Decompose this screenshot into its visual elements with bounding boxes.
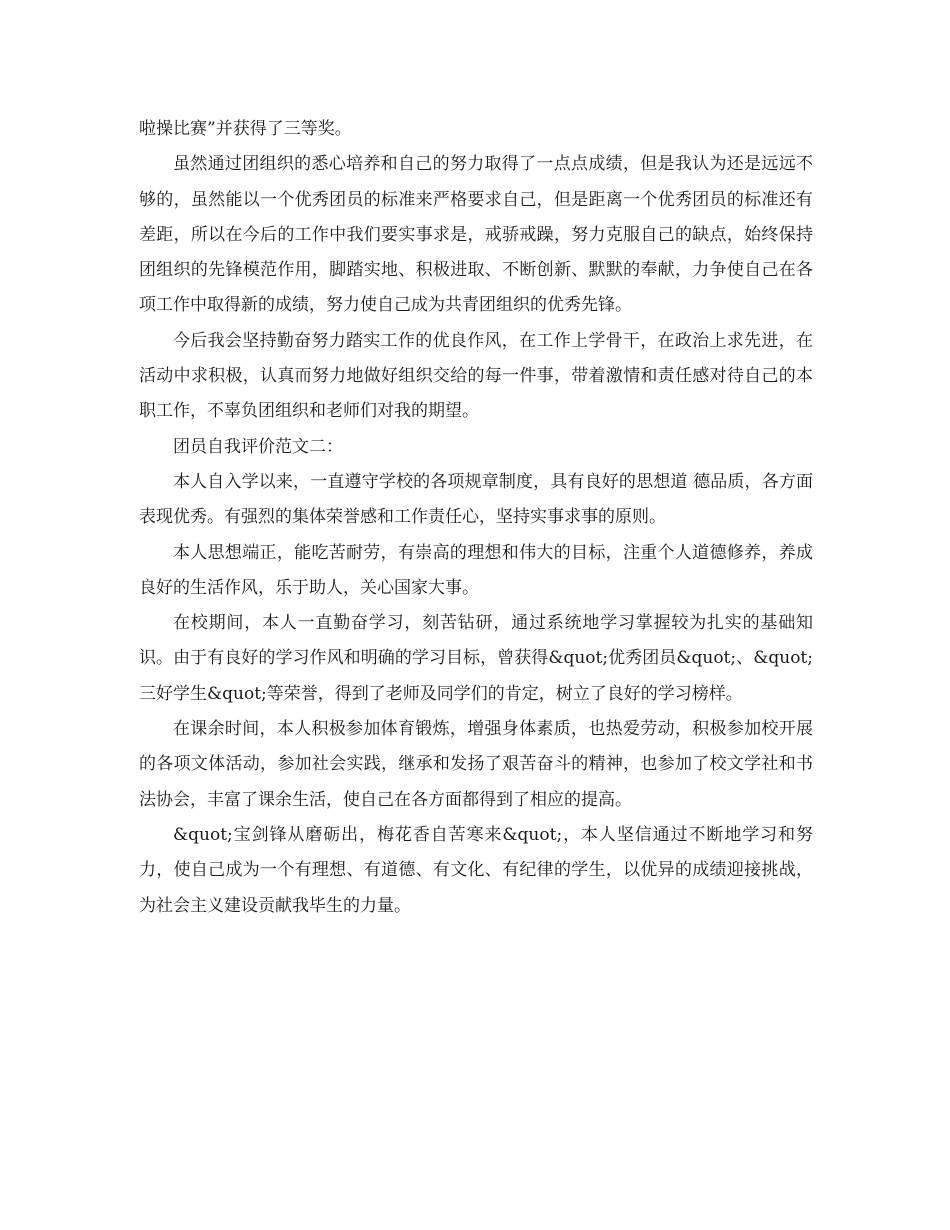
paragraph: 虽然通过团组织的悉心培养和自己的努力取得了一点点成绩，但是我认为还是远远不够的，虽然能以一个优秀团员的标准来严格要求自己，但是距离一个优秀团员的标准还有差距，所以在今后的工作中我们要实事求是，戒骄戒躁，努力克服自己的缺点，始终保持团组织的先锋模范作用，脚踏实地、积极进取、不断创新、默默的奉献，力争使自己在各项工作中取得新的成绩，努力使自己成为共青团组织的优秀先锋。 xyxy=(139,154,813,316)
paragraph: 在校期间，本人一直勤奋学习，刻苦钻研，通过系统地学习掌握较为扎实的基础知识。由于有良好的学习作风和明确的学习目标，曾获得&quot;优秀团员&quot;、&quot;三好学生&quot;等荣誉，得到了老师及同学们的肯定，树立了良好的学习榜样。 xyxy=(139,613,813,704)
paragraph: 今后我会坚持勤奋努力踏实工作的优良作风，在工作上学骨干，在政治上求先进，在活动中求积极，认真而努力地做好组织交给的每一件事，带着激情和责任感对待自己的本职工作，不辜负团组织和老师们对我的期望。 xyxy=(139,330,813,422)
section-heading: 团员自我评价范文二： xyxy=(173,436,343,457)
paragraph-continuation: 啦操比赛”并获得了三等奖。 xyxy=(139,119,352,139)
paragraph: 在课余时间，本人积极参加体育锻炼，增强身体素质，也热爱劳动，积极参加校开展的各项文体活动，参加社会实践，继承和发扬了艰苦奋斗的精神，也参加了校文学社和书法协会，丰富了课余生活，使自己在各方面都得到了相应的提高。 xyxy=(139,719,813,810)
paragraph: 本人自入学以来，一直遵守学校的各项规章制度，具有良好的思想道 德品质，各方面表现优秀。有强烈的集体荣誉感和工作责任心，坚持实事求事的原则。 xyxy=(139,471,813,528)
document-body xyxy=(139,112,813,924)
paragraph: 本人思想端正，能吃苦耐劳，有崇高的理想和伟大的目标，注重个人道德修养，养成良好的生活作风，乐于助人，关心国家大事。 xyxy=(139,542,813,598)
paragraph: &quot;宝剑锋从磨砺出，梅花香自苦寒来&quot;，本人坚信通过不断地学习和努力，使自己成为一个有理想、有道德、有文化、有纪律的学生，以优异的成绩迎接挑战，为社会主义建设贡献我毕生的力量。 xyxy=(139,824,813,916)
